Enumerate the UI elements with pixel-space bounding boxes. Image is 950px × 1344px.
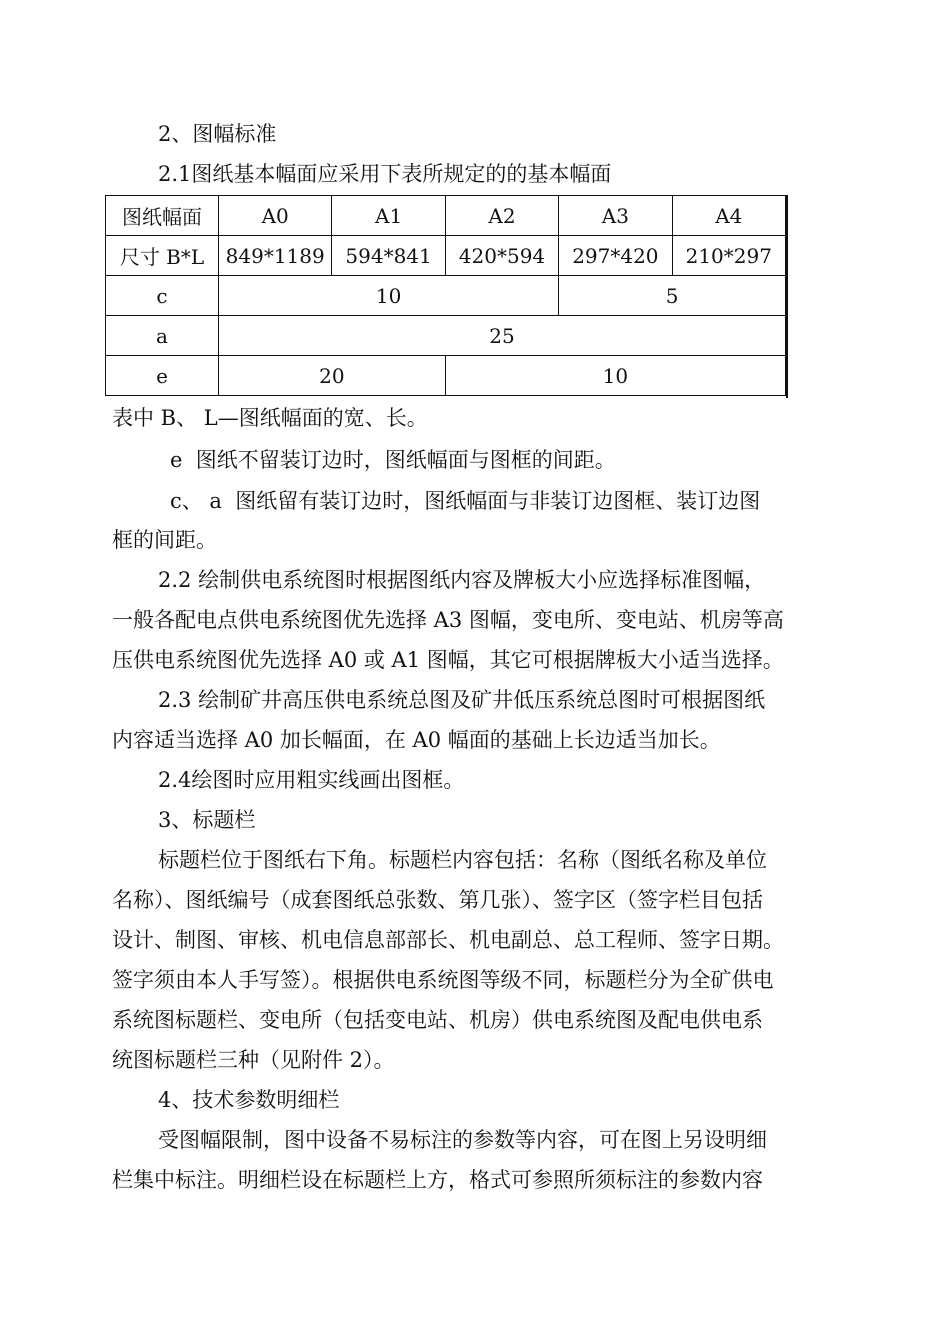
paragraph-line: 一般各配电点供电系统图优先选择 A3 图幅，变电所、变电站、机房等高 [112, 608, 784, 632]
table-cell: 849*1189 [219, 236, 332, 276]
table-cell: 尺寸 B*L [106, 236, 219, 276]
table-cell: 10 [445, 356, 785, 396]
paragraph-line: 受图幅限制，图中设备不易标注的参数等内容，可在图上另设明细 [158, 1128, 767, 1152]
table-cell: 25 [219, 316, 786, 356]
table-cell: a [106, 316, 219, 356]
table-cell: A2 [445, 196, 558, 236]
paragraph-line: 设计、制图、审核、机电信息部部长、机电副总、总工程师、签字日期。 [112, 928, 784, 952]
paragraph-line: 名称）、图纸编号（成套图纸总张数、第几张）、签字区（签字栏目包括 [112, 888, 763, 912]
section-heading-3: 3、标题栏 [158, 808, 256, 832]
paragraph-line: 2.4绘图时应用粗实线画出图框。 [158, 768, 465, 792]
subsection-2-1: 2.1图纸基本幅面应采用下表所规定的的基本幅面 [158, 162, 612, 186]
note-line: 框的间距。 [112, 528, 217, 552]
table-row [106, 276, 786, 316]
table-row [106, 356, 786, 396]
paragraph-line: 栏集中标注。明细栏设在标题栏上方，格式可参照所须标注的参数内容 [112, 1168, 763, 1192]
table-cell: c [106, 276, 219, 316]
paragraph-line: 压供电系统图优先选择 A0 或 A1 图幅，其它可根据牌板大小适当选择。 [112, 648, 784, 672]
paper-size-table [105, 195, 786, 396]
table-cell: 图纸幅面 [106, 196, 219, 236]
paragraph-line: 内容适当选择 A0 加长幅面，在 A0 幅面的基础上长边适当加长。 [112, 728, 721, 752]
table-cell: A4 [672, 196, 785, 236]
paragraph-line: 2.3 绘制矿井高压供电系统总图及矿井低压系统总图时可根据图纸 [158, 688, 766, 712]
section-heading-2: 2、图幅标准 [158, 122, 277, 146]
section-heading-4: 4、技术参数明细栏 [158, 1088, 340, 1112]
table-row [106, 196, 786, 236]
table-cell: 10 [219, 276, 559, 316]
table-cell: A3 [559, 196, 672, 236]
table-cell: 594*841 [332, 236, 445, 276]
table-cell: e [106, 356, 219, 396]
paragraph-line: 2.2 绘制供电系统图时根据图纸内容及牌板大小应选择标准图幅， [158, 568, 766, 592]
table-cell: 20 [219, 356, 446, 396]
table-cell: 297*420 [559, 236, 672, 276]
table-cell: 210*297 [672, 236, 785, 276]
note-line: e 图纸不留装订边时，图纸幅面与图框的间距。 [170, 448, 616, 472]
note-line: c、 a 图纸留有装订边时，图纸幅面与非装订边图框、装订边图 [170, 489, 761, 513]
paragraph-line: 签字须由本人手写签）。根据供电系统图等级不同，标题栏分为全矿供电 [112, 968, 774, 992]
table-cell: 5 [559, 276, 786, 316]
table-cell: A0 [219, 196, 332, 236]
table-right-rule [786, 195, 788, 398]
paragraph-line: 系统图标题栏、变电所（包括变电站、机房）供电系统图及配电供电系 [112, 1008, 763, 1032]
paragraph-line: 统图标题栏三种（见附件 2）。 [112, 1048, 395, 1072]
table-row [106, 236, 786, 276]
table-row [106, 316, 786, 356]
table-cell: 420*594 [445, 236, 558, 276]
note-line: 表中 B、 L—图纸幅面的宽、长。 [112, 406, 428, 430]
table-cell: A1 [332, 196, 445, 236]
paragraph-line: 标题栏位于图纸右下角。标题栏内容包括：名称（图纸名称及单位 [158, 848, 767, 872]
